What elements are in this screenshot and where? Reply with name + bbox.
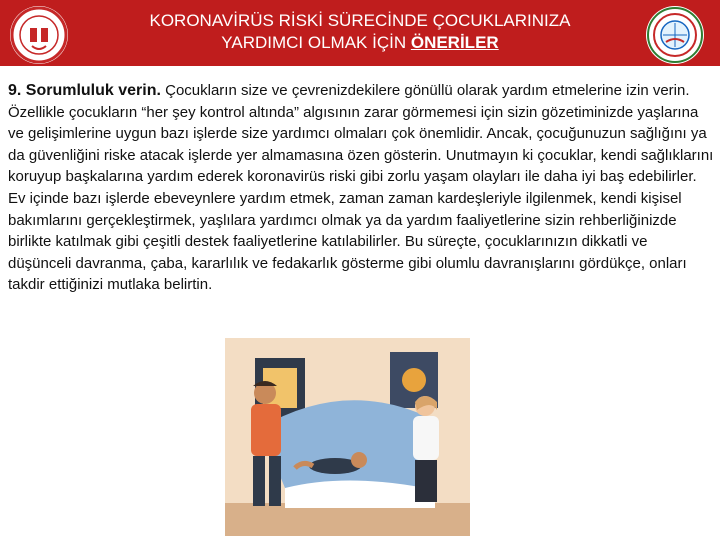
father-leg-right — [269, 456, 281, 506]
title-line-2-prefix: YARDIMCI OLMAK İÇİN — [221, 33, 411, 52]
father-leg-left — [253, 456, 265, 506]
mother-pants — [415, 460, 437, 502]
page-title — [80, 10, 640, 54]
ministry-logo — [10, 6, 68, 64]
school-logo — [646, 6, 704, 64]
picture-art-right — [402, 368, 426, 392]
family-illustration — [225, 338, 470, 536]
mother-shirt — [413, 416, 439, 460]
guidance-paragraph: Çocukların size ve çevrenizdekilere gönüllü olarak yardım etmelerine izin verin. Özellikle çocukların “her şey kontrol altında” algısının zarar görmemesi için sizin gözetiminizde yaşlarına ve gelişimlerine uygun bazı işlerde size yardımcı olmaları çok önemlidir. Ancak, çocuğunuzun sağlığını ya da güvenliğini riske atacak işlerde yer almamasına özen gösterin. Unutmayın ki çocuklar, kendi sağlıklarını koruyup başkalarına yardım ederek koronavirüs riski gibi zorlu yaşam olayları ile daha iyi baş edebilirler. Ev içinde bazı işlerde ebeveynlere yardım etmek, zaman zaman kardeşleriyle ilgilenmek, kendi kişisel bakımlarını gerçekleştirmek, yaşlılara yardımcı olmak ya da yardım faaliyetlerine sizin rehberliğinizde birlikte katılmak gibi çeşitli destek faaliyetlerine katılabilirler. Bu süreçte, çocuklarınızın dikkatli ve düşünceli davranma, çaba, kararlılık ve fedakarlık gösterme gibi olumlu davranışlarını gördükçe, onları takdir ettiğinizi mutlaka belirtin. — [8, 82, 714, 294]
title-line-1: KORONAVİRÜS RİSKİ SÜRECİNDE ÇOCUKLARINIZA — [149, 11, 571, 30]
father-shirt — [251, 404, 281, 456]
header-banner — [0, 0, 720, 66]
title-line-2 — [80, 32, 640, 54]
guidance-heading: 9. Sorumluluk verin. — [8, 82, 161, 99]
child-head — [351, 452, 367, 468]
title-emphasis: ÖNERİLER — [410, 33, 499, 52]
guidance-text — [8, 80, 714, 296]
